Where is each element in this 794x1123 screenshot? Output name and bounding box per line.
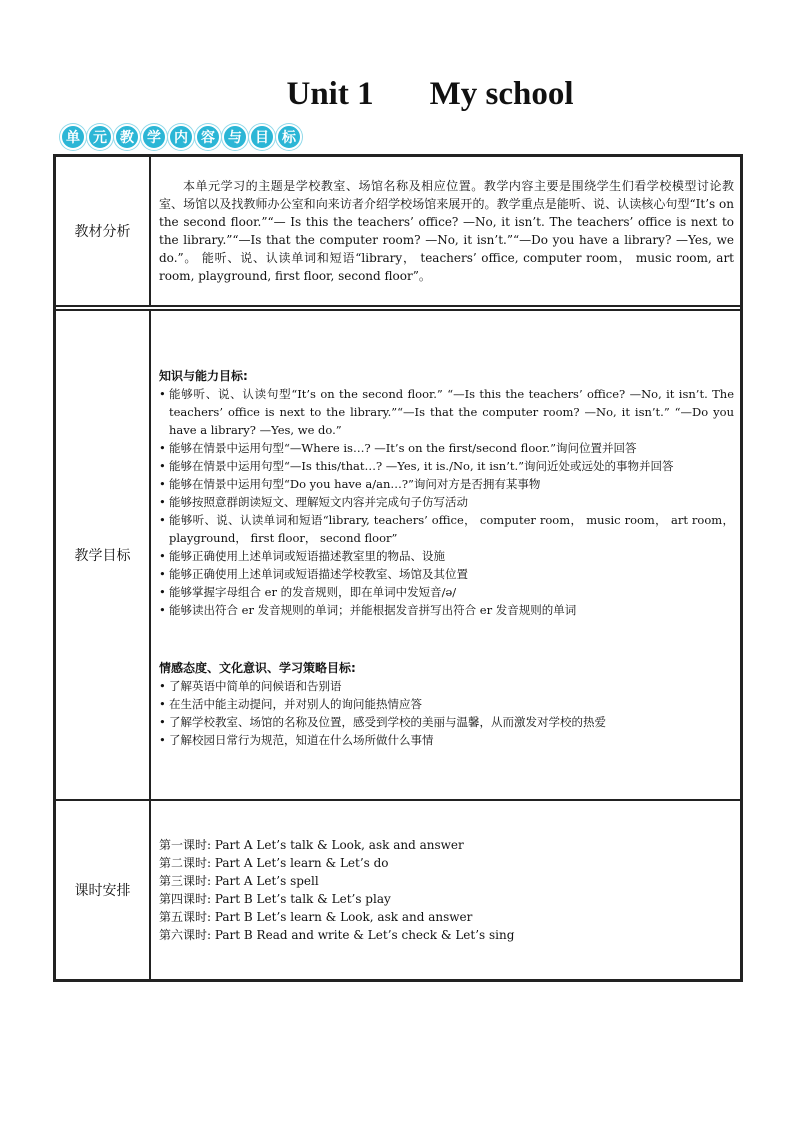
unit-number: Unit 1 <box>286 76 374 112</box>
knowledge-list <box>159 385 734 619</box>
knowledge-goal-item: • 能够在情景中运用句型“—Where is…? —It’s on the first/second floor.”询问位置并回答 <box>159 439 734 457</box>
banner-char: 与 <box>222 124 248 150</box>
goals-label: 教学目标 <box>55 310 150 800</box>
banner-char: 容 <box>195 124 221 150</box>
lesson-item: 第三课时: Part A Let’s spell <box>159 874 319 888</box>
lesson-item: 第四课时: Part B Let’s talk & Let’s play <box>159 892 391 906</box>
affect-goal-item: • 了解英语中简单的问候语和告别语 <box>159 677 734 695</box>
knowledge-goal-item: • 能够掌握字母组合 er 的发音规则，即在单词中发短音/ə/ <box>159 583 734 601</box>
knowledge-goal-item: • 能够听、说、认读句型“It’s on the second floor.” “—Is this the teachers’ office? —No, it isn’t. The teachers’ office is next to the library.”“—Is that the computer room? —No, it isn’t.” “—Do you have a library? —Yes, we do.” <box>159 385 734 439</box>
unit-plan-table <box>53 154 743 982</box>
knowledge-goal-item: • 能够按照意群朗读短文、理解短文内容并完成句子仿写活动 <box>159 493 734 511</box>
banner-char: 内 <box>168 124 194 150</box>
banner-char: 目 <box>249 124 275 150</box>
lesson-item: 第六课时: Part B Read and write & Let’s check & Let’s sing <box>159 928 515 942</box>
lesson-item: 第二课时: Part A Let’s learn & Let’s do <box>159 856 389 870</box>
knowledge-goal-item: • 能够在情景中运用句型“—Is this/that…? —Yes, it is./No, it isn’t.”询问近处或远处的事物并回答 <box>159 457 734 475</box>
lesson-item: 第五课时: Part B Let’s learn & Look, ask and answer <box>159 910 473 924</box>
affect-goal-item: • 在生活中能主动提问，并对别人的询问能热情应答 <box>159 695 734 713</box>
banner-char: 标 <box>276 124 302 150</box>
schedule-row <box>55 800 741 980</box>
lesson-item: 第一课时: Part A Let’s talk & Look, ask and answer <box>159 838 464 852</box>
banner-char: 教 <box>114 124 140 150</box>
knowledge-goal-item: • 能够正确使用上述单词或短语描述学校教室、场馆及其位置 <box>159 565 734 583</box>
section-banner <box>60 124 302 150</box>
affect-list <box>159 677 734 749</box>
document-title <box>0 76 794 113</box>
goals-row <box>55 310 741 800</box>
knowledge-goal-item: • 能够在情景中运用句型“Do you have a/an…?”询问对方是否拥有某事物 <box>159 475 734 493</box>
analysis-content <box>150 156 741 306</box>
affect-goal-item: • 了解学校教室、场馆的名称及位置，感受到学校的美丽与温馨，从而激发对学校的热爱 <box>159 713 734 731</box>
knowledge-heading: 知识与能力目标: <box>159 369 248 383</box>
analysis-row <box>55 156 741 306</box>
banner-char: 学 <box>141 124 167 150</box>
goals-content <box>150 310 741 800</box>
analysis-label: 教材分析 <box>55 156 150 306</box>
banner-char: 元 <box>87 124 113 150</box>
affect-heading: 情感态度、文化意识、学习策略目标: <box>159 661 356 675</box>
knowledge-goal-item: • 能够读出符合 er 发音规则的单词；并能根据发音拼写出符合 er 发音规则的单词 <box>159 601 734 619</box>
schedule-label: 课时安排 <box>55 800 150 980</box>
analysis-text: 本单元学习的主题是学校教室、场馆名称及相应位置。教学内容主要是围绕学生们看学校模型讨论教室、场馆以及找教师办公室和向来访者介绍学校场馆来展开的。教学重点是能听、说、认读核心句型“It’s on the second floor.”“— Is this the teachers’ office? —No, it isn’t. The teachers’ office is next to the library.”“—Is that the computer room? —No, it isn’t.”“—Do you have a library? —Yes, we do.”。 能听、说、认读单词和短语“library， teachers’ office, computer room， music room, art room, playground, first floor, second floor”。 <box>159 179 734 283</box>
schedule-list <box>150 800 741 980</box>
banner-char: 单 <box>60 124 86 150</box>
unit-name: My school <box>429 76 574 112</box>
affect-goal-item: • 了解校园日常行为规范，知道在什么场所做什么事情 <box>159 731 734 749</box>
knowledge-goal-item: • 能够正确使用上述单词或短语描述教室里的物品、设施 <box>159 547 734 565</box>
knowledge-goal-item: • 能够听、说、认读单词和短语“library, teachers’ office， computer room， music room， art room， playground， first floor， second floor” <box>159 511 734 547</box>
